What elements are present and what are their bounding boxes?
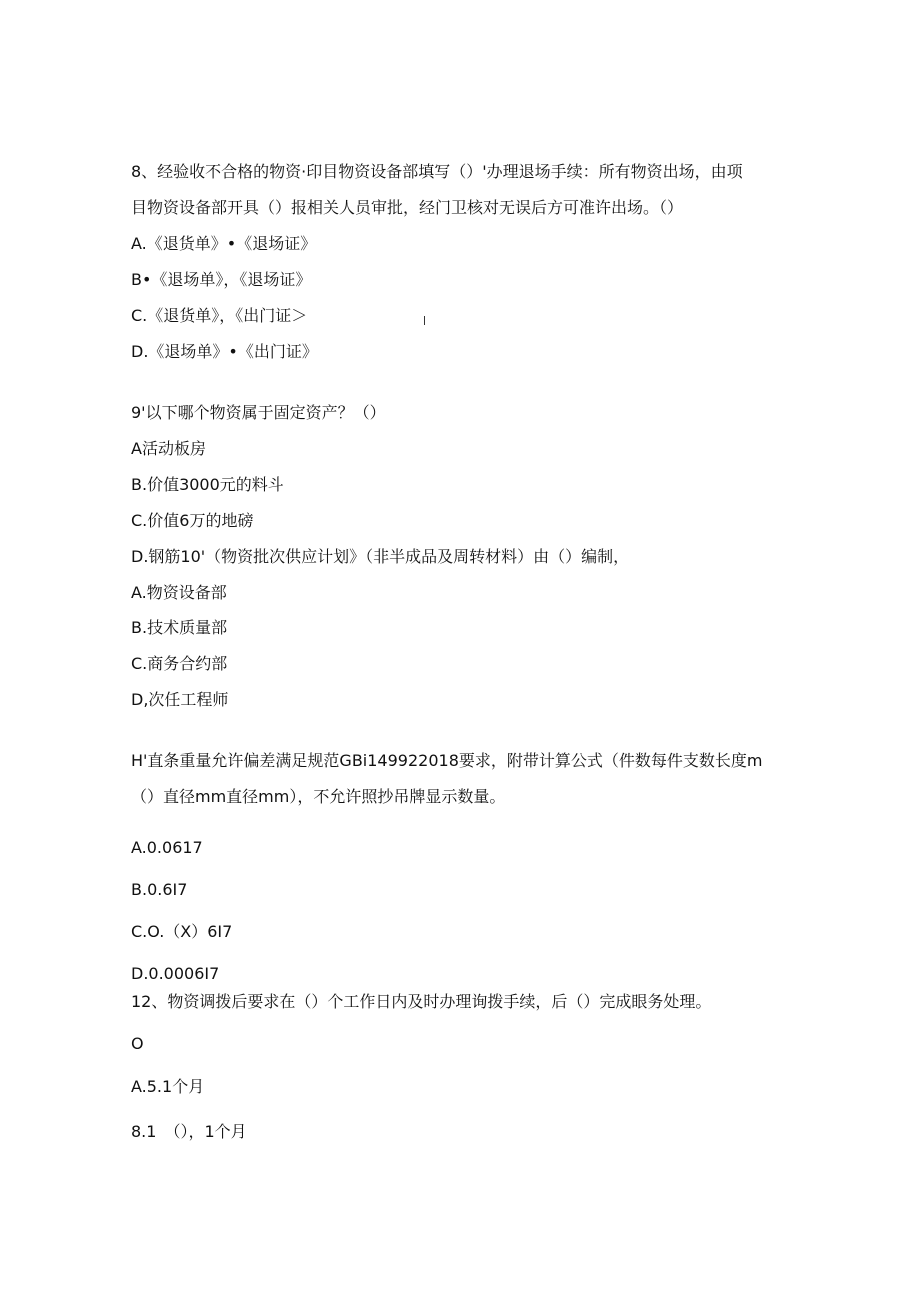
question-9-line-1: 9'以下哪个物资属于固定资产？（） [131,403,386,422]
question-11-option-b: B.0.6I7 [131,880,188,899]
question-10-option-b: B.技术质量部 [131,618,228,637]
question-9-option-a: A活动板房 [131,439,206,458]
question-12-option-a: A.5.1个月 [131,1077,205,1096]
question-12-line-2: O [131,1034,144,1053]
question-8-option-a: A.《退货单》•《退场证》 [131,234,317,253]
question-10-option-c: C.商务合约部 [131,654,228,673]
question-8-line-2: 目物资设备部开具（）报相关人员审批，经门卫核对无误后方可准许出场。（） [131,198,684,217]
question-9-option-c: C.价值6万的地磅 [131,511,254,530]
question-10-option-a: A.物资设备部 [131,583,227,602]
question-11-option-d: D.0.0006I7 [131,964,220,983]
question-11-line-1: H'直条重量允许偏差满足规范GBi149922018要求，附带计算公式（件数每件支数长度m [131,751,763,770]
question-11-line-2: （）直径mm直径mm），不允许照抄吊牌显示数量。 [131,787,506,806]
question-8-option-b: B•《退场单》，《退场证》 [131,270,312,289]
question-12-option-b: 8.1 （），1个月 [131,1122,247,1141]
stray-mark [424,316,425,325]
question-9-option-d: D.钢筋10'（物资批次供应计划》（非半成品及周转材料）由（）编制， [131,547,630,566]
question-11-option-c: C.O.（X）6I7 [131,922,233,941]
question-9-option-b: B.价值3000元的料斗 [131,475,284,494]
question-8-option-d: D.《退场单》•《出门证》 [131,342,318,361]
question-12-line-1: 12、物资调拨后要求在（）个工作日内及时办理询拨手续，后（）完成眼务处理。 [131,992,712,1011]
question-10-option-d: D,次任工程师 [131,690,229,709]
question-11-option-a: A.0.0617 [131,838,203,857]
question-8-line-1: 8、经验收不合格的物资·印目物资设备部填写（）'办理退场手续：所有物资出场，由项 [131,162,743,181]
question-8-option-c: C.《退货单》，《出门证＞ [131,306,308,325]
